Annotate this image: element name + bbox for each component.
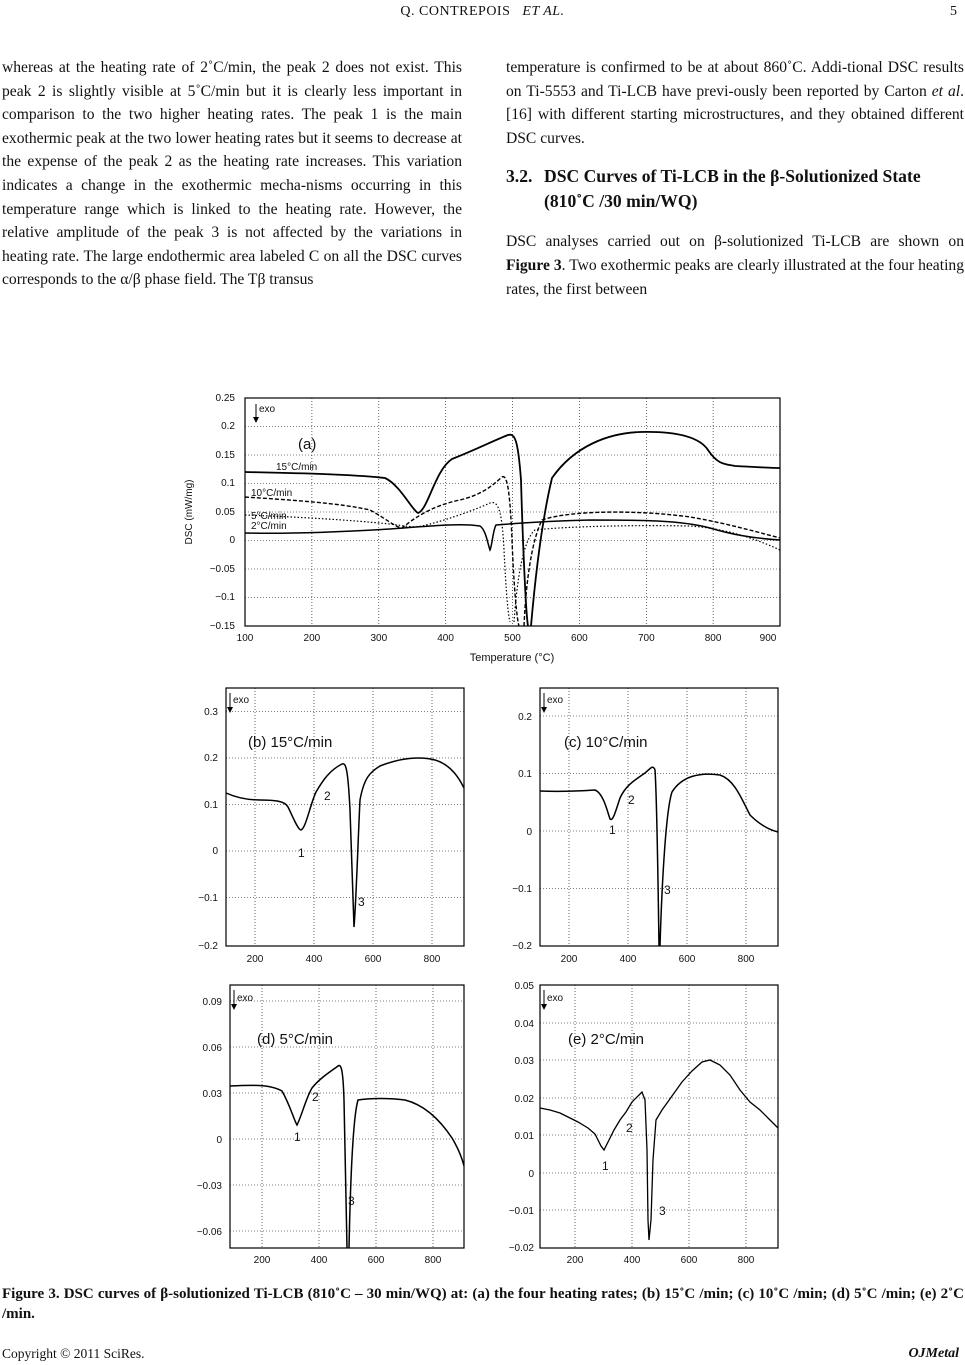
panel-a-rate-5: 5°C/min <box>251 511 287 522</box>
panel-b-peak-2: 2 <box>324 789 331 803</box>
panel-c <box>512 688 778 965</box>
panel-e-ytick: 0 <box>528 1169 534 1180</box>
panel-a-ytick: 0.05 <box>215 507 235 518</box>
footer-copyright: Copyright © 2011 SciRes. <box>2 1346 145 1361</box>
panel-b-ytick: −0.1 <box>198 893 218 904</box>
panel-a-xtick: 600 <box>571 633 588 644</box>
panel-a-xtick: 100 <box>236 633 254 644</box>
panel-e-xtick: 400 <box>623 1255 641 1266</box>
panel-b-ytick: 0 <box>212 846 218 857</box>
panel-a-ytick: −0.05 <box>209 564 235 575</box>
panel-a-ytick: 0.2 <box>221 421 235 432</box>
panel-e-peak-1: 1 <box>602 1159 609 1173</box>
panel-a-xtick: 200 <box>303 633 321 644</box>
panel-b-exo-arrowhead <box>227 707 233 713</box>
panel-a-rate-10: 10°C/min <box>251 488 293 499</box>
header-authors: Q. CONTREPOIS <box>400 4 511 19</box>
panel-a-exo-arrowhead <box>253 417 259 423</box>
panel-d-ytick: −0.03 <box>196 1181 222 1192</box>
panel-b-peak-3: 3 <box>358 895 365 909</box>
panel-c-ytick: 0.1 <box>518 769 532 780</box>
panel-a-xtick: 400 <box>437 633 454 644</box>
panel-d-ytick: 0.03 <box>202 1089 222 1100</box>
panel-b-ytick: −0.2 <box>198 941 218 952</box>
panel-d-ytick: 0 <box>216 1135 222 1146</box>
panel-a-xtick: 500 <box>504 633 521 644</box>
page-number: 5 <box>950 4 957 19</box>
panel-c-xtick: 400 <box>619 954 637 965</box>
panel-b-peak-1: 1 <box>298 846 305 860</box>
panel-b-xtick: 600 <box>364 954 382 965</box>
panel-e-exo-arrowhead <box>541 1004 547 1010</box>
panel-c-exo: exo <box>547 695 564 706</box>
panel-e-peak-2: 2 <box>626 1121 633 1135</box>
panel-c-xtick: 800 <box>737 954 755 965</box>
panel-e-xtick: 200 <box>566 1255 584 1266</box>
panel-d-xtick: 200 <box>253 1255 271 1266</box>
panel-e-ytick: 0.04 <box>514 1019 534 1030</box>
panel-d-peak-1: 1 <box>294 1130 301 1144</box>
panel-b-xtick: 800 <box>423 954 441 965</box>
panel-e-ytick: −0.02 <box>508 1243 534 1254</box>
panel-e-label: (e) 2°C/min <box>568 1031 645 1048</box>
panel-d-exo-arrowhead <box>231 1004 237 1010</box>
panel-d <box>197 985 464 1266</box>
panel-a-ytick: 0.25 <box>215 393 235 404</box>
panel-d-label: (d) 5°C/min <box>257 1031 334 1048</box>
panel-a-xtick: 900 <box>759 633 777 644</box>
panel-c-label: (c) 10°C/min <box>564 734 648 751</box>
panel-b-label: (b) 15°C/min <box>248 734 333 751</box>
panel-b-exo: exo <box>233 695 250 706</box>
panel-d-peak-3: 3 <box>348 1194 355 1208</box>
panel-b-ytick: 0.1 <box>204 800 218 811</box>
curve-5 <box>245 503 780 622</box>
panel-a <box>184 393 780 664</box>
panel-b-xtick: 200 <box>246 954 264 965</box>
panel-e-xtick: 600 <box>680 1255 698 1266</box>
panel-c-exo-arrowhead <box>541 707 547 713</box>
panel-c-peak-3: 3 <box>664 883 671 897</box>
panel-b-xtick: 400 <box>305 954 323 965</box>
panel-d-xtick: 800 <box>424 1255 442 1266</box>
footer-journal: OJMetal <box>908 1346 959 1361</box>
panel-b <box>198 688 464 965</box>
panel-e-xtick: 800 <box>737 1255 755 1266</box>
panel-c-peak-2: 2 <box>628 793 635 807</box>
panel-a-rate-15: 15°C/min <box>276 462 318 473</box>
panel-e-ytick: −0.01 <box>508 1206 534 1217</box>
panel-a-xtick: 700 <box>637 633 655 644</box>
panel-a-xlabel: Temperature (°C) <box>469 652 555 664</box>
right-column <box>506 56 964 301</box>
header-etal: ET AL. <box>522 4 565 19</box>
section-number: 3.2. <box>506 166 533 187</box>
panel-e-ytick: 0.03 <box>514 1056 534 1067</box>
panel-a-ytick: −0.15 <box>209 621 235 632</box>
panel-d-peak-2: 2 <box>312 1090 319 1104</box>
section-heading <box>506 164 964 214</box>
panel-c-xtick: 200 <box>560 954 578 965</box>
panel-c-xtick: 600 <box>678 954 696 965</box>
panel-d-exo: exo <box>237 993 254 1004</box>
panel-a-xtick: 300 <box>370 633 388 644</box>
panel-e <box>509 981 778 1266</box>
panel-d-xtick: 400 <box>310 1255 328 1266</box>
panel-a-ytick: 0.1 <box>221 478 235 489</box>
panel-e-ytick: 0.01 <box>514 1131 534 1142</box>
panel-a-xtick: 800 <box>704 633 722 644</box>
figure-3 <box>184 360 790 1272</box>
figure-caption: Figure 3. DSC curves of β-solutionized Ti-LCB (810˚C – 30 min/WQ) at: (a) the four heating rates; (b) 15˚C /min; (c) 10˚C /min; (d) 5˚C /min; (e) 2˚C /min. <box>2 1286 964 1322</box>
left-column <box>2 56 462 292</box>
panel-c-ytick: −0.2 <box>512 941 532 952</box>
right-paragraph-2: DSC analyses carried out on β-solutionized Ti-LCB are shown on Figure 3. Two exothermic peaks are clearly illustrated at the four heating rates, the first between <box>506 233 964 298</box>
panel-c-ytick: 0 <box>526 827 532 838</box>
panel-c-peak-1: 1 <box>609 823 616 837</box>
panel-a-label: (a) <box>298 436 317 453</box>
curve-c <box>540 767 778 946</box>
panel-e-peak-3: 3 <box>659 1204 666 1218</box>
section-title: DSC Curves of Ti-LCB in the β-Solutionized State (810˚C /30 min/WQ) <box>544 166 921 212</box>
right-paragraph-1: temperature is confirmed to be at about 860˚C. Addi-tional DSC results on Ti-5553 and Ti-LCB have previ-ously been reported by Carton et al. [16] with different starting microstructures, and they obtained different DSC curves. <box>506 59 964 147</box>
panel-a-ytick: 0.15 <box>215 450 235 461</box>
panel-a-rate-2: 2°C/min <box>251 521 287 532</box>
panel-e-exo: exo <box>547 993 564 1004</box>
left-paragraph: whereas at the heating rate of 2˚C/min, the peak 2 does not exist. This peak 2 is slightly visible at 5˚C/min but it is clearly less important in comparison to the two higher heating rates. The peak 1 is the main exothermic peak at the two lower heating rates but it seems to decrease at the expense of the peak 2 as the heating rate increases. This variation indicates a change in the exothermic mecha-nisms occurring in this temperature range which is linked to the heating rate. However, the relative amplitude of the peak 3 is not affected by the variations in heating rate. The large endothermic area labeled C on all the DSC curves corresponds to the α/β phase field. The Tβ transus <box>2 59 462 289</box>
panel-a-ytick: −0.1 <box>215 592 235 603</box>
panel-d-xtick: 600 <box>367 1255 385 1266</box>
panel-a-exo: exo <box>259 404 276 415</box>
panel-e-ytick: 0.02 <box>514 1094 534 1105</box>
panel-d-ytick: −0.06 <box>196 1227 222 1238</box>
panel-d-ytick: 0.09 <box>202 997 222 1008</box>
running-head <box>0 4 965 20</box>
curve-b <box>226 758 464 927</box>
panel-c-ytick: 0.2 <box>518 712 532 723</box>
panel-b-ytick: 0.2 <box>204 753 218 764</box>
panel-b-ytick: 0.3 <box>204 707 218 718</box>
panel-a-ylabel: DSC (mW/mg) <box>184 479 195 545</box>
panel-d-ytick: 0.06 <box>202 1043 222 1054</box>
panel-a-ytick: 0 <box>229 535 235 546</box>
panel-c-ytick: −0.1 <box>512 884 532 895</box>
panel-e-ytick: 0.05 <box>514 981 534 992</box>
